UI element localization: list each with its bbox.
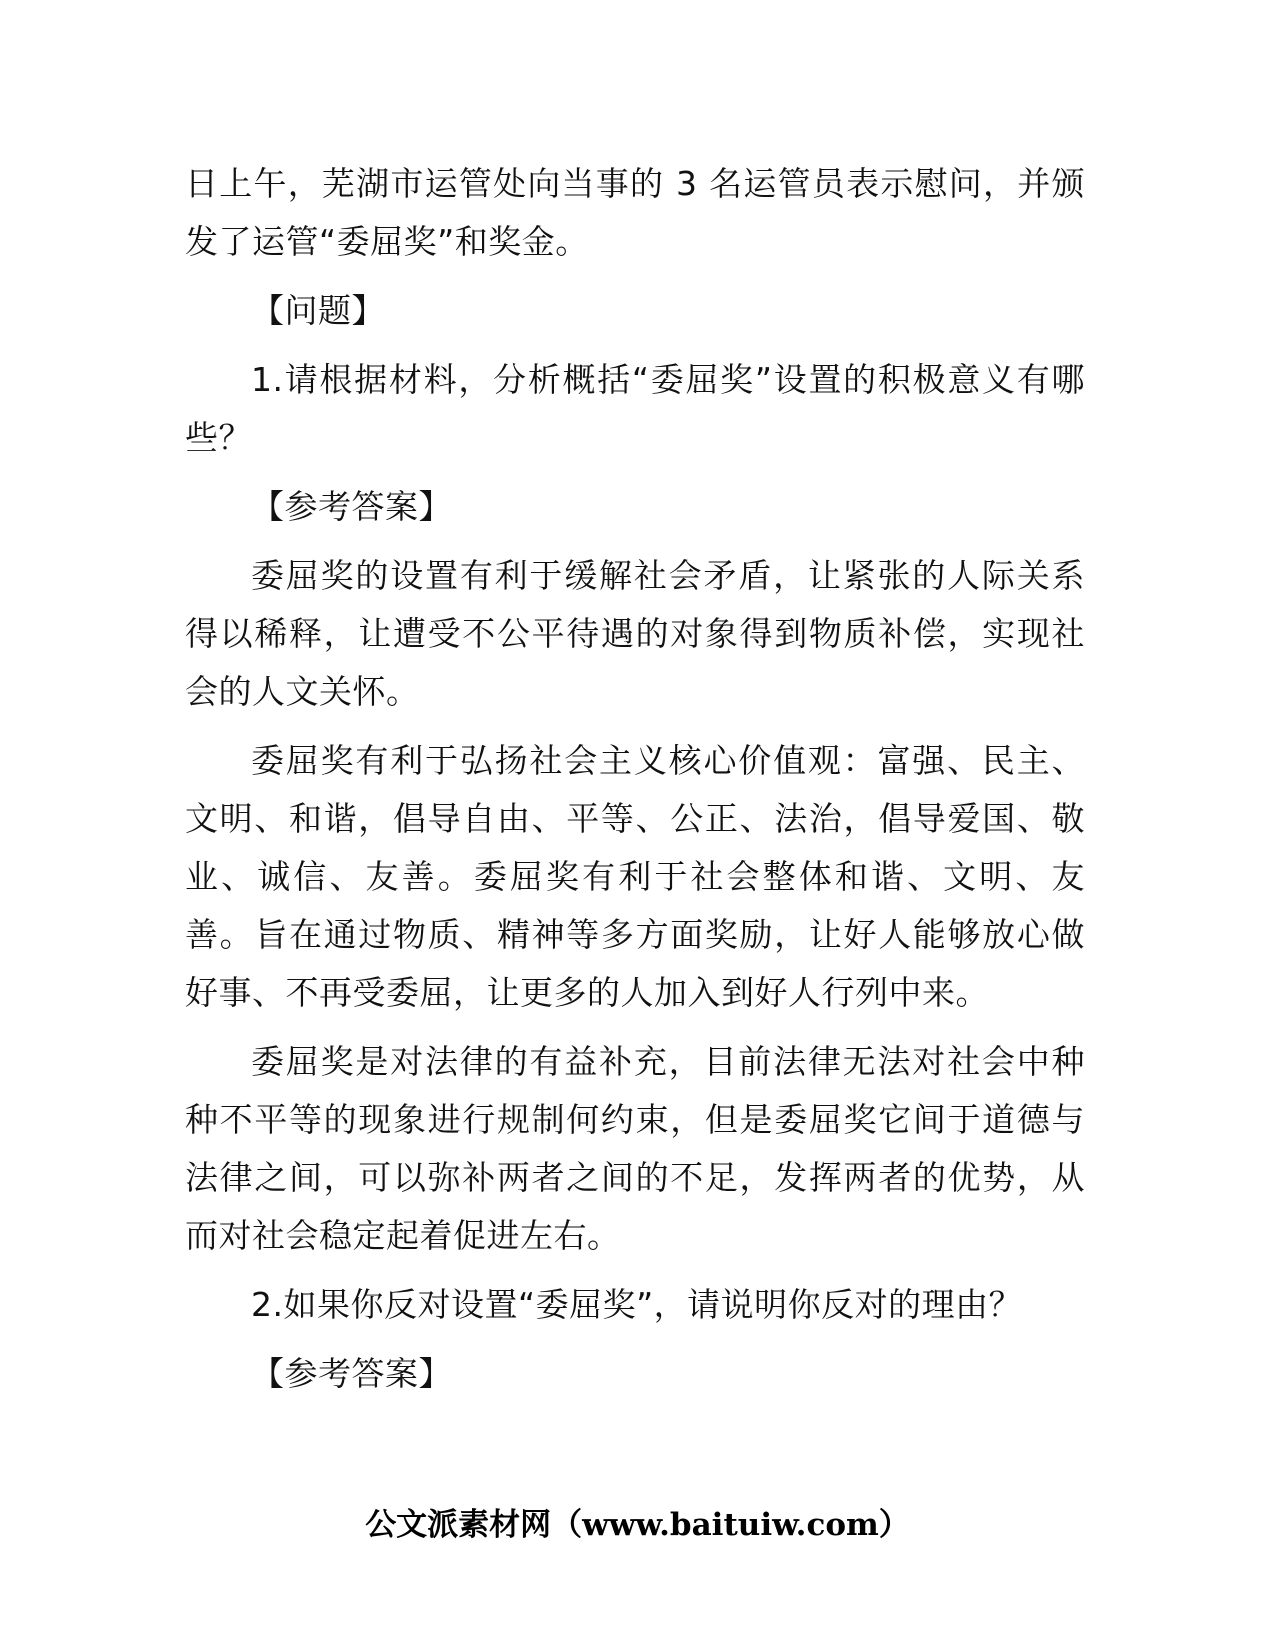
section-heading-answer: 【参考答案】 [251,1354,452,1393]
paragraph-continuation: 日上午，芜湖市运管处向当事的 3 名运管员表示慰问，并颁发了运管“委屈奖”和奖金。 [185,164,1085,261]
section-heading-answer: 【参考答案】 [251,487,452,526]
document-body [185,155,1085,1414]
answer-paragraph: 委屈奖是对法律的有益补充，目前法律无法对社会中种种不平等的现象进行规制何约束，但是委屈奖它间于道德与法律之间，可以弥补两者之间的不足，发挥两者的优势，从而对社会稳定起着促进左右。 [185,1042,1085,1255]
question-1: 1.请根据材料，分析概括“委屈奖”设置的积极意义有哪些？ [185,360,1085,457]
answer-paragraph: 委屈奖的设置有利于缓解社会矛盾，让紧张的人际关系得以稀释，让遭受不公平待遇的对象得到物质补偿，实现社会的人文关怀。 [185,556,1085,711]
section-heading-question: 【问题】 [251,291,385,330]
page-footer: 公文派素材网（www.baituiw.com） [365,1507,910,1543]
question-2: 2.如果你反对设置“委屈奖”，请说明你反对的理由？ [251,1285,1023,1324]
answer-paragraph: 委屈奖有利于弘扬社会主义核心价值观：富强、民主、文明、和谐，倡导自由、平等、公正、法治，倡导爱国、敬业、诚信、友善。委屈奖有利于社会整体和谐、文明、友善。旨在通过物质、精神等多方面奖励，让好人能够放心做好事、不再受委屈，让更多的人加入到好人行列中来。 [185,741,1085,1012]
